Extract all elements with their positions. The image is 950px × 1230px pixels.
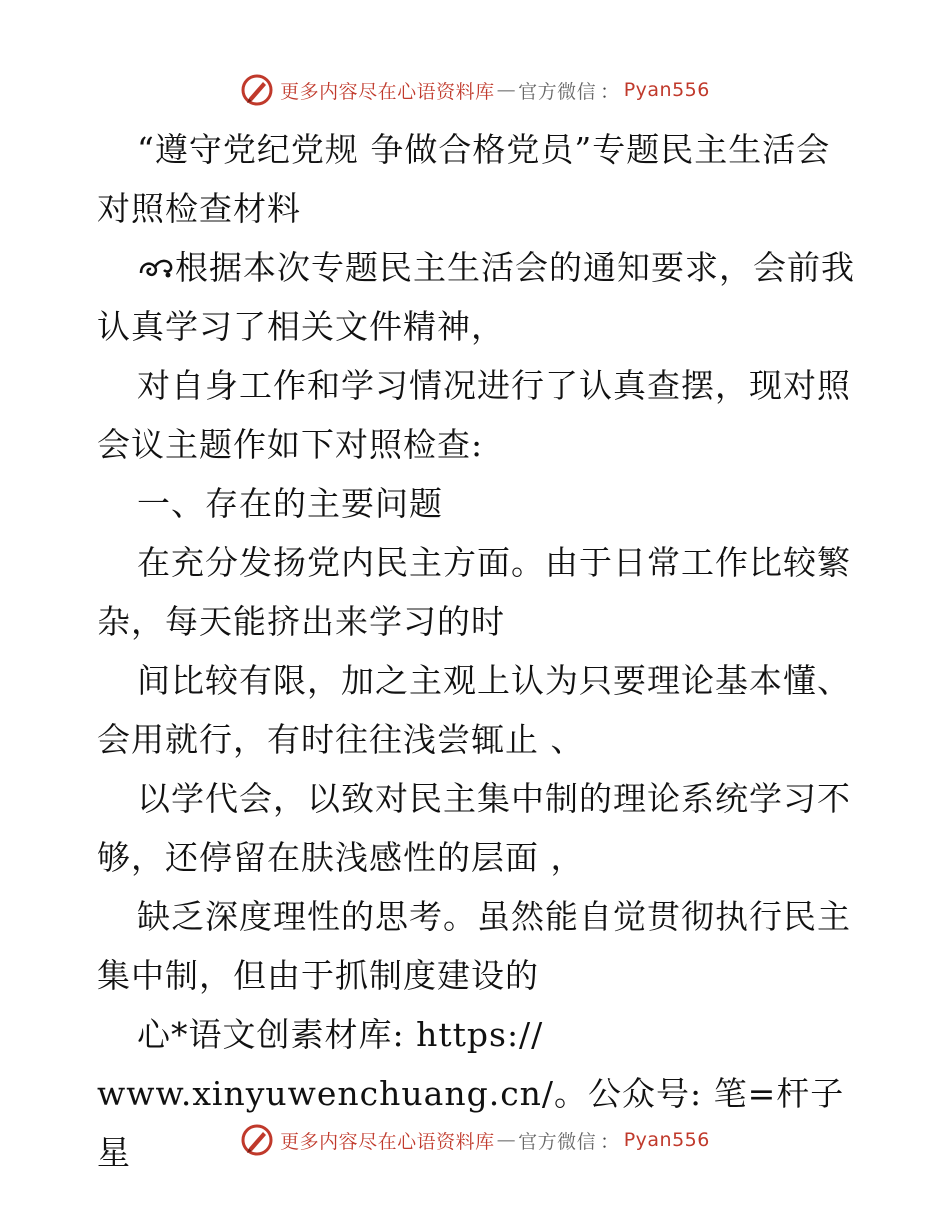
section-heading: 一、存在的主要问题 — [137, 484, 443, 523]
ornament-bullet-icon — [137, 253, 175, 283]
paragraph-1-text: 根据本次专题民主生活会的通知要求，会前我认真学习了相关文件精神， — [97, 248, 855, 346]
paragraph-6: 缺乏深度理性的思考。虽然能自觉贯彻执行民主集中制，但由于抓制度建设的 — [97, 897, 851, 995]
paragraph-7: 心*语文创素材库: https:// — [137, 1015, 544, 1054]
footer-banner — [0, 1120, 950, 1160]
banner-label: 官方微信 — [518, 1130, 597, 1153]
document-title: “遵守党纪党规 争做合格党员”专题民主生活会对照检查材料 — [97, 130, 831, 228]
header-banner — [0, 70, 950, 110]
banner-slogan: 更多内容尽在心语资料库 — [280, 80, 495, 103]
paragraph-2: 对自身工作和学习情况进行了认真查摆，现对照会议主题作如下对照检查: — [97, 366, 851, 464]
paragraph-3: 在充分发扬党内民主方面。由于日常工作比较繁杂，每天能挤出来学习的时 — [97, 543, 851, 641]
banner-label: 官方微信 — [518, 80, 597, 103]
pen-circle-logo-icon — [240, 1123, 274, 1157]
paragraph-4: 间比较有限，加之主观上认为只要理论基本懂、会用就行，有时往往浅尝辄止 、 — [97, 661, 851, 759]
document-body — [97, 120, 857, 1182]
banner-account: Pyan556 — [623, 79, 710, 101]
pen-circle-logo-icon — [240, 73, 274, 107]
banner-dash: — — [496, 1129, 517, 1151]
banner-dash: — — [496, 79, 517, 101]
paragraph-5: 以学代会，以致对民主集中制的理论系统学习不够，还停留在肤浅感性的层面 ， — [97, 779, 851, 877]
banner-separator: ： — [600, 1130, 620, 1153]
paragraph-8: www.xinyuwenchuang.cn/。公众号: 笔=杆子星 — [97, 1074, 845, 1172]
banner-separator: ： — [600, 80, 620, 103]
banner-slogan: 更多内容尽在心语资料库 — [280, 1130, 495, 1153]
paragraph-1 — [97, 238, 857, 356]
banner-account: Pyan556 — [623, 1129, 710, 1151]
